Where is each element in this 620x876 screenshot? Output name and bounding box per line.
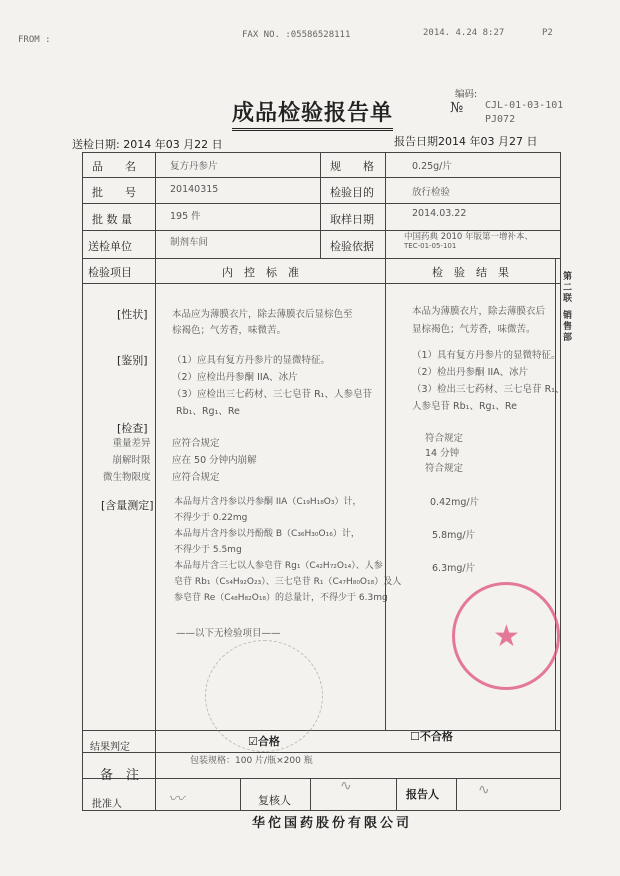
side-char: 售 [563,322,573,332]
text-line: （1）具有复方丹参片的显微特征。 [412,350,561,361]
text-line: （3）检出三七药材、三七皂苷 R₁、 [412,384,565,395]
approver-signature: 〰 [168,789,185,808]
batch-qty-label: 批 数 量 [92,213,132,226]
basis-code: TEC-01-05-101 [404,242,457,250]
basis-label: 检验依据 [330,240,374,253]
header-standard: 内 控 标 准 [222,266,299,279]
product-name-label: 品 名 [92,160,136,173]
fax-datetime: 2014. 4.24 8:27 [423,28,505,38]
checks-result [425,431,463,476]
reviewer-label: 复核人 [258,794,291,807]
code-label: 编码: [455,89,478,100]
identification-result [412,347,564,415]
purpose-value: 放行检验 [412,187,451,198]
text-line: 不得少于 5.5mg [174,545,242,555]
purpose-label: 检验目的 [330,186,374,199]
text-line: Rb₁、Rg₁、Re [176,406,240,417]
text-line: 本品为薄膜衣片，除去薄膜衣后 [412,306,546,317]
side-char: 第 [563,272,573,282]
side-char: 销 [563,311,573,321]
side-char: 联 [563,294,573,304]
checks-label: [检查] [117,422,148,435]
text-line: （2）应检出丹参酮 IIA、冰片 [172,372,298,383]
fax-from: FROM : [18,35,51,45]
fax-number: FAX NO. :05586528111 [242,30,351,40]
assay-result-2: 5.8mg/片 [432,530,476,541]
sampling-date-label: 取样日期 [330,213,374,226]
reviewer-signature: ∿ [340,778,352,794]
assay-standard [174,494,401,606]
text-line: 显棕褐色；气芳香，味微苦。 [412,324,536,335]
sampling-date: 2014.03.22 [412,208,467,219]
check-label: 崩解时限 [112,455,151,466]
remarks-label: 备 注 [100,768,140,783]
side-char: 部 [563,333,573,343]
text-line: 符合规定 [425,433,464,444]
conclusion-label: 结果判定 [90,742,130,753]
batch-no: 20140315 [170,184,219,195]
text-line: （3）应检出三七药材、三七皂苷 R₁、人参皂苷 [172,389,372,400]
report-date: 报告日期2014 年03 月27 日 [394,135,538,148]
assay-result-1: 0.42mg/片 [430,497,480,508]
text-line: 棕褐色；气芳香，味微苦。 [172,325,287,336]
text-line: 14 分钟 [425,448,460,459]
page-title: 成品检验报告单 [232,96,393,131]
text-line: 皂苷 Rb₁（C₅₄H₉₂O₂₃）、三七皂苷 R₁（C₄₇H₈₀O₁₈）及人 [174,577,402,587]
identification-label: [鉴别] [117,354,148,367]
text-line: 参皂苷 Re（C₄₈H₈₂O₁₈）的总量计，不得少于 6.3mg [174,593,388,603]
no-label: № [450,100,464,116]
reporter-signature: ∿ [478,782,490,798]
appearance-standard [172,307,353,339]
fax-page: P2 [542,28,553,38]
batch-qty: 195 件 [170,211,201,222]
pass-checkbox: ☑合格 [248,735,280,748]
text-line: 本品每片含丹参以丹参酮 IIA（C₁₉H₁₈O₃）计， [174,497,362,507]
check-label: 微生物限度 [103,472,151,483]
reporter-label: 报告人 [406,788,439,801]
submit-unit-label: 送检单位 [88,240,132,253]
checks-items [103,435,151,486]
document-code: CJL-01-03-101 [485,100,564,111]
submit-date: 送检日期: 2014 年03 月22 日 [72,138,223,151]
header-item: 检验项目 [88,266,132,279]
submit-unit: 制剂车间 [170,237,209,248]
appearance-label: [性状] [117,308,148,321]
spec-value: 0.25g/片 [412,161,452,172]
document-number: PJ072 [485,114,516,125]
remarks-value: 包装规格：100 片/瓶×200 瓶 [190,756,313,766]
header-result: 检 验 结 果 [432,266,509,279]
check-label: 重量差异 [112,438,151,449]
text-line: 应符合规定 [172,438,220,449]
text-line: 本品每片含丹参以丹酚酸 B（C₃₆H₃₀O₁₆）计， [174,529,360,539]
company-name: 华佗国药股份有限公司 [252,816,413,831]
appearance-result [412,303,545,339]
assay-result-3: 6.3mg/片 [432,563,476,574]
basis-value: 中国药典 2010 年版第一增补本、 [404,232,534,242]
spec-label: 规 格 [330,160,374,173]
checks-standard [172,435,257,486]
text-line: 不得少于 0.22mg [174,513,248,523]
text-line: 本品每片含三七以人参皂苷 Rg₁（C₄₂H₇₂O₁₄）、人参 [174,561,383,571]
fail-checkbox: ☐不合格 [410,730,453,743]
side-char: 二 [563,283,573,293]
text-line: （2）检出丹参酮 IIA、冰片 [412,367,529,378]
side-note [563,272,575,344]
batch-no-label: 批 号 [92,186,136,199]
product-name: 复方丹参片 [170,161,218,172]
end-note: ——以下无检验项目—— [176,628,281,639]
text-line: （1）应具有复方丹参片的显微特征。 [172,355,331,366]
assay-label: [含量测定] [101,499,154,512]
text-line: 人参皂苷 Rb₁、Rg₁、Re [412,401,517,412]
company-seal-stamp: ★ [452,582,560,690]
identification-standard [172,352,372,420]
approver-label: 批准人 [92,799,122,810]
text-line: 应符合规定 [172,472,220,483]
text-line: 本品应为薄膜衣片，除去薄膜衣后显棕色至 [172,309,353,320]
text-line: 应在 50 分钟内崩解 [172,455,257,466]
text-line: 符合规定 [425,463,464,474]
